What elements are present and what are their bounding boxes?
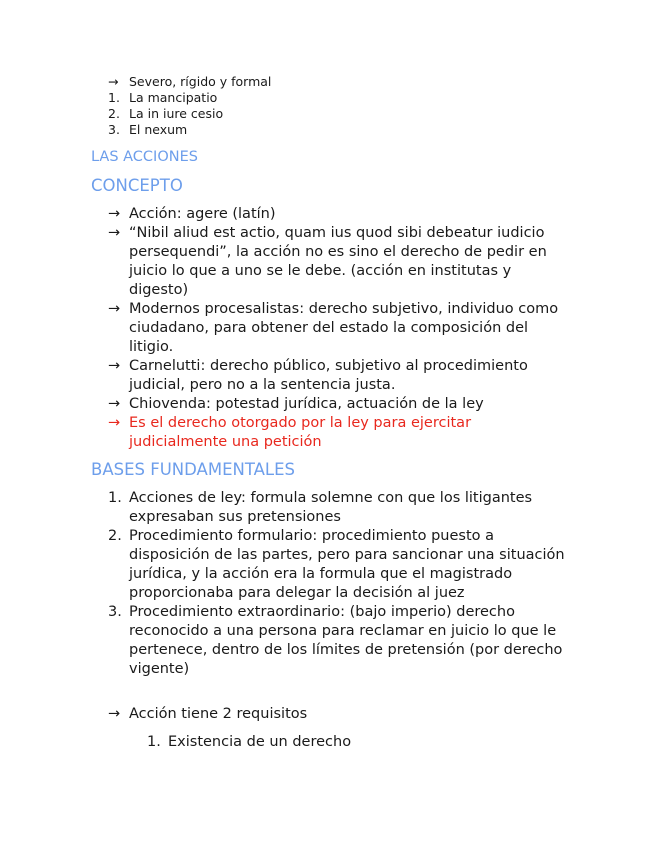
list-item-text: Es el derecho otorgado por la ley para ejercitar judicialmente una petición bbox=[129, 415, 472, 450]
requisitos-list bbox=[108, 705, 568, 724]
list-item bbox=[108, 603, 568, 679]
bases-list bbox=[108, 489, 568, 679]
list-item bbox=[108, 205, 568, 224]
list-item-definition bbox=[108, 414, 568, 452]
list-item-text: Modernos procesalistas: derecho subjetivo, individuo como ciudadano, para obtener del estado la composición del litigio. bbox=[129, 301, 559, 355]
arrow-bullet: → bbox=[108, 225, 121, 241]
list-item-text: Chiovenda: potestad jurídica, actuación de la ley bbox=[129, 396, 484, 412]
requisitos-sublist bbox=[147, 733, 567, 752]
number-bullet: 1. bbox=[108, 90, 120, 105]
arrow-bullet: → bbox=[108, 396, 121, 412]
number-bullet: 3. bbox=[108, 604, 122, 620]
number-bullet: 1. bbox=[147, 734, 161, 750]
list-item bbox=[108, 489, 568, 527]
list-item-text: Procedimiento formulario: procedimiento puesto a disposición de las partes, pero para sancionar una situación jurídica, y la acción era la formula que el magistrado proporcionaba para delegar la decisión al juez bbox=[129, 528, 565, 601]
list-item bbox=[108, 106, 568, 122]
list-item bbox=[108, 224, 568, 300]
list-item-text: La mancipatio bbox=[129, 90, 218, 105]
arrow-bullet: → bbox=[108, 301, 121, 317]
list-item bbox=[108, 300, 568, 357]
list-item-text: Severo, rígido y formal bbox=[129, 74, 272, 89]
arrow-bullet: → bbox=[108, 74, 119, 89]
number-bullet: 2. bbox=[108, 528, 122, 544]
arrow-bullet: → bbox=[108, 206, 121, 222]
list-item-text: La in iure cesio bbox=[129, 106, 224, 121]
list-item-text: Acción: agere (latín) bbox=[129, 206, 276, 222]
list-item bbox=[108, 527, 568, 603]
arrow-bullet: → bbox=[108, 358, 121, 374]
heading-bases-fundamentales: BASES FUNDAMENTALES bbox=[91, 460, 296, 479]
list-item bbox=[108, 74, 568, 90]
list-item-text: Existencia de un derecho bbox=[168, 734, 352, 750]
list-item bbox=[108, 357, 568, 395]
arrow-bullet: → bbox=[108, 706, 121, 722]
list-item bbox=[147, 733, 567, 752]
number-bullet: 3. bbox=[108, 122, 120, 137]
intro-list bbox=[108, 74, 568, 138]
list-item-text: Acción tiene 2 requisitos bbox=[129, 706, 308, 722]
list-item-text: “Nibil aliud est actio, quam ius quod sibi debeatur iudicio persequendi”, la acción no es sino el derecho de pedir en juicio lo que a uno se le debe. (acción en institutas y digesto) bbox=[129, 225, 547, 298]
number-bullet: 2. bbox=[108, 106, 120, 121]
heading-las-acciones: LAS ACCIONES bbox=[91, 149, 198, 165]
list-item-text: Carnelutti: derecho público, subjetivo al procedimiento judicial, pero no a la sentencia justa. bbox=[129, 358, 528, 393]
list-item-text: El nexum bbox=[129, 122, 188, 137]
list-item bbox=[108, 122, 568, 138]
heading-concepto: CONCEPTO bbox=[91, 176, 183, 195]
arrow-bullet: → bbox=[108, 415, 121, 431]
concepto-list bbox=[108, 205, 568, 452]
list-item bbox=[108, 395, 568, 414]
list-item bbox=[108, 90, 568, 106]
list-item bbox=[108, 705, 568, 724]
list-item-text: Acciones de ley: formula solemne con que los litigantes expresaban sus pretensiones bbox=[129, 490, 533, 525]
number-bullet: 1. bbox=[108, 490, 122, 506]
list-item-text: Procedimiento extraordinario: (bajo imperio) derecho reconocido a una persona para reclamar en juicio lo que le pertenece, dentro de los límites de pretensión (por derecho vigente) bbox=[129, 604, 563, 677]
